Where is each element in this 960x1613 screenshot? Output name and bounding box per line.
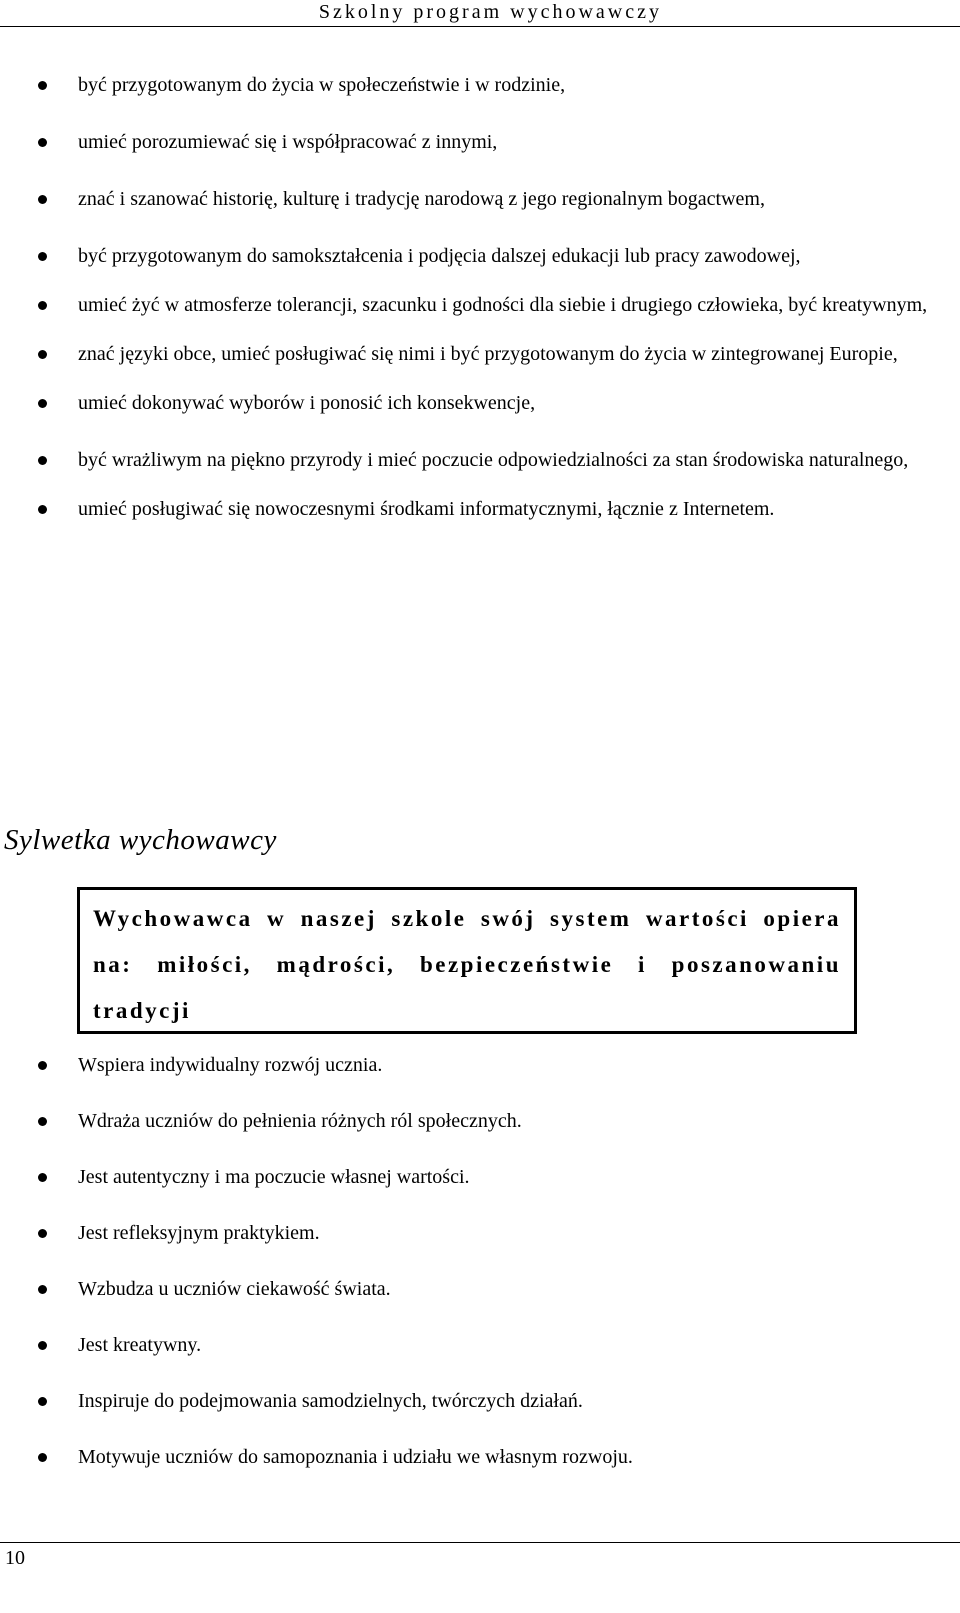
bullet-icon (38, 301, 47, 310)
list-item (0, 70, 929, 100)
bullet-icon (38, 138, 47, 147)
list-item-text: Wspiera indywidualny rozwój ucznia. (78, 1054, 383, 1076)
bullet-icon (38, 1397, 47, 1406)
list-item (0, 1050, 929, 1080)
list-item (0, 1386, 929, 1416)
section-heading: Sylwetka wychowawcy (4, 824, 277, 856)
bullet-icon (38, 1229, 47, 1238)
bullet-icon (38, 195, 47, 204)
list-item (0, 494, 929, 524)
list-item (0, 127, 929, 157)
list-item-text: Inspiruje do podejmowania samodzielnych, twórczych działań. (78, 1390, 583, 1412)
list-item-text: Wzbudza u uczniów ciekawość świata. (78, 1278, 391, 1300)
bullet-icon (38, 1341, 47, 1350)
list-item (0, 1442, 929, 1472)
running-header-title: Szkolny program wychowawczy (318, 1, 662, 23)
list-item (0, 1106, 929, 1136)
bullet-icon (38, 1453, 47, 1462)
list-item-text: znać języki obce, umieć posługiwać się nimi i być przygotowanym do życia w zintegrowanej Europie, (78, 343, 898, 365)
teacher-traits-list (0, 1050, 960, 1498)
motto-text: Wychowawca w naszej szkole swój system wartości opiera na: miłości, mądrości, bezpieczeństwie i poszanowaniu tradycji (93, 906, 841, 1023)
list-item-text: być przygotowanym do samokształcenia i podjęcia dalszej edukacji lub pracy zawodowej, (78, 245, 801, 267)
list-item-text: Wdraża uczniów do pełnienia różnych ról społecznych. (78, 1110, 522, 1132)
list-item (0, 1330, 929, 1360)
list-item (0, 1218, 929, 1248)
bullet-icon (38, 399, 47, 408)
bullet-icon (38, 350, 47, 359)
list-item (0, 290, 929, 320)
list-item-text: Jest refleksyjnym praktykiem. (78, 1222, 320, 1244)
bullet-icon (38, 1117, 47, 1126)
page-number: 10 (5, 1547, 25, 1569)
header-divider (0, 26, 960, 27)
list-item (0, 241, 929, 271)
list-item-text: być przygotowanym do życia w społeczeństwie i w rodzinie, (78, 74, 566, 96)
bullet-icon (38, 505, 47, 514)
list-item-text: umieć posługiwać się nowoczesnymi środkami informatycznymi, łącznie z Internetem. (78, 498, 775, 520)
bullet-icon (38, 252, 47, 261)
list-item-text: umieć porozumiewać się i współpracować z innymi, (78, 131, 498, 153)
list-item (0, 388, 929, 418)
bullet-icon (38, 81, 47, 90)
list-item (0, 1274, 929, 1304)
list-item-text: umieć dokonywać wyborów i ponosić ich konsekwencje, (78, 392, 536, 414)
list-item (0, 1162, 929, 1192)
bullet-icon (38, 456, 47, 465)
list-item (0, 339, 929, 369)
list-item-text: Jest autentyczny i ma poczucie własnej wartości. (78, 1166, 470, 1188)
list-item-text: znać i szanować historię, kulturę i tradycję narodową z jego regionalnym bogactwem, (78, 188, 765, 210)
footer-divider (0, 1542, 960, 1543)
list-item-text: umieć żyć w atmosferze tolerancji, szacunku i godności dla siebie i drugiego człowieka, być kreatywnym, (78, 294, 928, 316)
bullet-icon (38, 1173, 47, 1182)
bullet-icon (38, 1061, 47, 1070)
list-item-text: Motywuje uczniów do samopoznania i udziału we własnym rozwoju. (78, 1446, 633, 1468)
goals-list (0, 70, 960, 543)
list-item-text: Jest kreatywny. (78, 1334, 202, 1356)
bullet-icon (38, 1285, 47, 1294)
list-item (0, 184, 929, 214)
motto-box (77, 887, 857, 1034)
list-item-text: być wrażliwym na piękno przyrody i mieć poczucie odpowiedzialności za stan środowiska naturalnego, (78, 449, 909, 471)
list-item (0, 445, 929, 475)
